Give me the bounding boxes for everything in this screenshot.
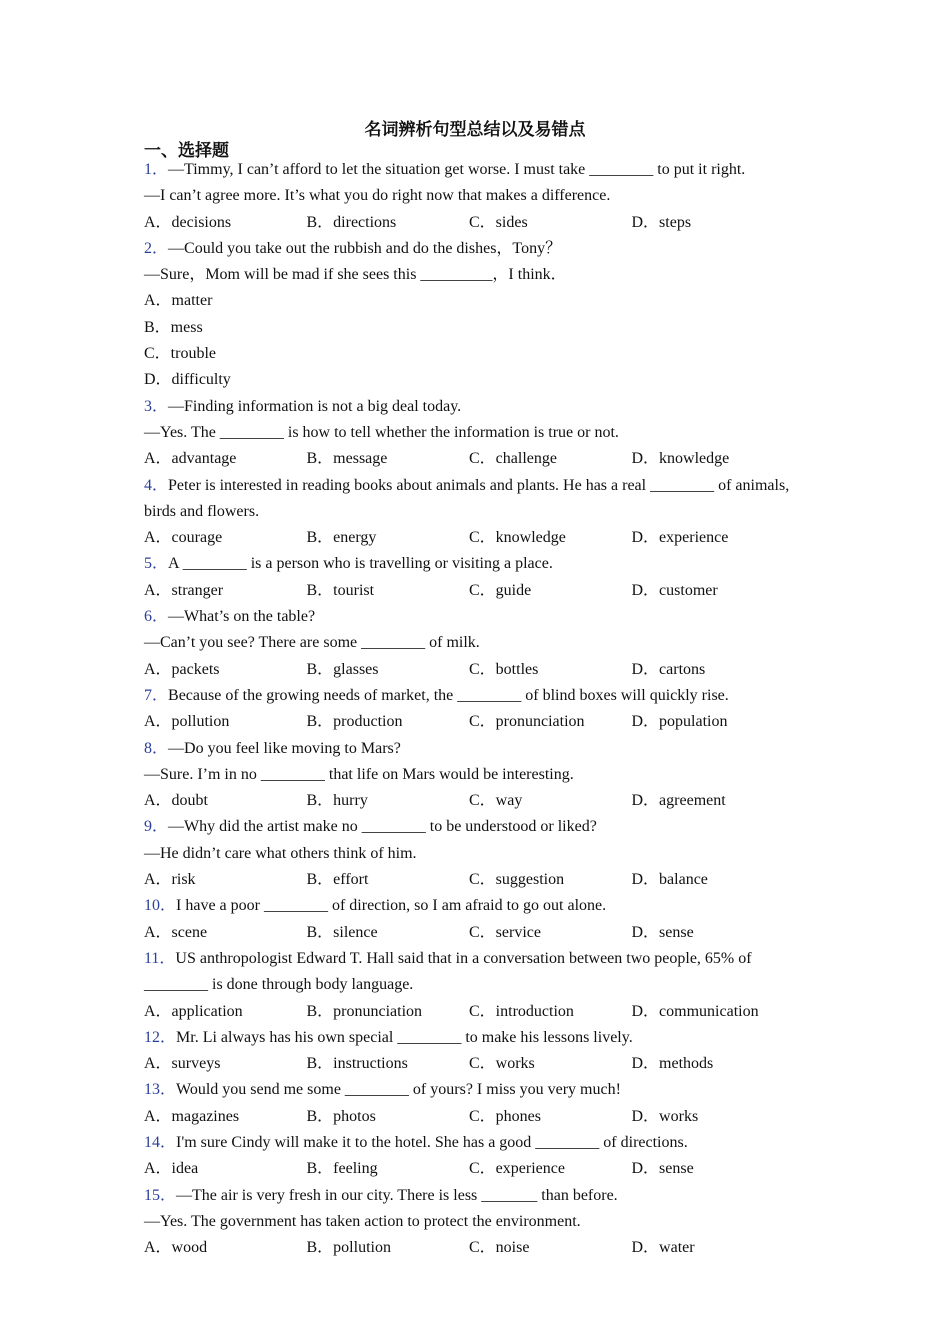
question-item <box>144 157 794 236</box>
answer-option-c[interactable]: C．sides <box>469 213 528 231</box>
question-text: Because of the growing needs of market, the ________ of blind boxes will quickly rise. <box>168 686 729 704</box>
answer-option-a[interactable]: A．pollution <box>144 713 230 731</box>
answer-option-a[interactable]: A．idea <box>144 1160 199 1178</box>
answer-option-a[interactable]: A．advantage <box>144 450 237 468</box>
question-item <box>144 394 794 473</box>
answer-option-a[interactable]: A．doubt <box>144 792 209 810</box>
answer-option-a[interactable]: A．stranger <box>144 581 224 599</box>
answer-option-b[interactable]: B．tourist <box>306 581 375 599</box>
question-text: —Yes. The ________ is how to tell whether the information is true or not. <box>144 423 619 441</box>
question-text: —Timmy, I can’t afford to let the situation get worse. I must take ________ to put it right. <box>168 161 746 178</box>
answer-option-d[interactable]: D．sense <box>631 923 694 941</box>
answer-option-c[interactable]: C．trouble <box>144 345 216 363</box>
answer-option-b[interactable]: B．pollution <box>306 1239 391 1257</box>
question-number: 14． <box>144 1133 177 1151</box>
answer-options <box>144 525 794 551</box>
question-number: 11． <box>144 949 176 967</box>
answer-option-b[interactable]: B．hurry <box>306 792 368 810</box>
question-stem <box>144 1130 794 1156</box>
answer-options <box>144 1104 794 1130</box>
question-line <box>144 420 794 446</box>
question-stem <box>144 473 794 526</box>
question-number: 12． <box>144 1028 177 1046</box>
question-text: —Sure. I’m in no ________ that life on Mars would be interesting. <box>144 765 574 783</box>
question-number: 3． <box>144 397 169 415</box>
document-title: 名词辨析句型总结以及易错点 <box>364 120 586 140</box>
answer-options <box>144 578 794 604</box>
question-text: —Could you take out the rubbish and do the dishes，Tony？ <box>168 239 562 257</box>
answer-option-b[interactable]: B．message <box>306 450 388 468</box>
answer-option-c[interactable]: C．pronunciation <box>469 713 585 731</box>
question-text: I'm sure Cindy will make it to the hotel. She has a good ________ of directions. <box>176 1133 688 1151</box>
answer-option-d[interactable]: D．methods <box>631 1055 714 1073</box>
answer-option-d[interactable]: D．water <box>631 1239 695 1257</box>
answer-option-d[interactable]: D．steps <box>631 213 692 231</box>
answer-option-d[interactable]: D．cartons <box>631 660 706 678</box>
question-text: —Can’t you see? There are some ________ of milk. <box>144 634 480 652</box>
answer-option-b[interactable]: B．effort <box>306 871 369 889</box>
answer-option-b[interactable]: B．energy <box>306 529 377 547</box>
question-item <box>144 683 794 736</box>
answer-option-d[interactable]: D．sense <box>631 1160 694 1178</box>
answer-option-b[interactable]: B．directions <box>306 213 397 231</box>
answer-option-c[interactable]: C．works <box>469 1055 535 1073</box>
answer-option-a[interactable]: A．matter <box>144 292 213 310</box>
question-number: 1． <box>144 161 169 178</box>
question-item <box>144 473 794 552</box>
question-item <box>144 604 794 683</box>
question-number: 4． <box>144 476 169 494</box>
answer-option-d[interactable]: D．communication <box>631 1002 759 1020</box>
answer-option-b[interactable]: B．feeling <box>306 1160 378 1178</box>
question-item <box>144 1025 794 1078</box>
section-heading: 一、选择题 <box>144 141 229 161</box>
question-text: Peter is interested in reading books about animals and plants. He has a real ________ of animals, birds and flowers. <box>144 476 790 520</box>
question-stem <box>144 1077 794 1103</box>
question-stem <box>144 604 794 630</box>
answer-option-b[interactable]: B．production <box>306 713 403 731</box>
question-stem <box>144 893 794 919</box>
question-stem <box>144 946 794 999</box>
answer-options <box>144 1156 794 1182</box>
answer-option-b[interactable]: B．instructions <box>306 1055 408 1073</box>
question-stem <box>144 157 794 183</box>
answer-option-a[interactable]: A．scene <box>144 923 208 941</box>
question-stem <box>144 551 794 577</box>
answer-options <box>144 210 794 236</box>
question-line <box>144 1209 794 1235</box>
answer-option-a[interactable]: A．decisions <box>144 213 232 231</box>
question-item <box>144 1077 794 1130</box>
question-stem <box>144 1025 794 1051</box>
answer-option-c[interactable]: C．knowledge <box>469 529 566 547</box>
answer-option-a[interactable]: A．wood <box>144 1239 208 1257</box>
question-item <box>144 946 794 1025</box>
question-item <box>144 551 794 604</box>
answer-option-c[interactable]: C．suggestion <box>469 871 565 889</box>
question-item <box>144 236 794 394</box>
answer-option-a[interactable]: A．courage <box>144 529 223 547</box>
question-text: —Finding information is not a big deal today. <box>168 397 462 415</box>
question-list <box>144 157 794 1261</box>
question-number: 2． <box>144 239 169 257</box>
question-number: 13． <box>144 1081 177 1099</box>
question-item <box>144 736 794 815</box>
answer-options <box>144 788 794 814</box>
question-text: —The air is very fresh in our city. There is less _______ than before. <box>176 1186 618 1204</box>
answer-options <box>144 1235 794 1261</box>
answer-option-d[interactable]: D．agreement <box>631 792 726 810</box>
answer-options <box>144 657 794 683</box>
answer-options <box>144 709 794 735</box>
question-line <box>144 183 794 209</box>
answer-option-d[interactable]: D．balance <box>631 871 708 889</box>
question-number: 5． <box>144 555 169 573</box>
question-line <box>144 762 794 788</box>
question-text: —What’s on the table? <box>168 608 316 626</box>
answer-option-a[interactable]: A．packets <box>144 660 220 678</box>
answer-option-b[interactable]: B．silence <box>306 923 378 941</box>
answer-options <box>144 999 794 1025</box>
answer-option-c[interactable]: C．experience <box>469 1160 565 1178</box>
question-stem <box>144 394 794 420</box>
question-number: 6． <box>144 608 169 626</box>
question-stem <box>144 736 794 762</box>
question-text: —Yes. The government has taken action to protect the environment. <box>144 1212 581 1230</box>
question-stem <box>144 236 794 262</box>
question-item <box>144 814 794 893</box>
answer-option-c[interactable]: C．guide <box>469 581 532 599</box>
question-text: A ________ is a person who is travelling or visiting a place. <box>168 555 553 573</box>
answer-option-a[interactable]: A．surveys <box>144 1055 221 1073</box>
question-item <box>144 1130 794 1183</box>
answer-option-d[interactable]: D．customer <box>631 581 718 599</box>
question-text: Would you send me some ________ of yours? I miss you very much! <box>176 1081 621 1099</box>
answer-options <box>144 920 794 946</box>
question-number: 15． <box>144 1186 177 1204</box>
question-number: 9． <box>144 818 169 836</box>
question-line <box>144 262 794 288</box>
question-stem <box>144 1183 794 1209</box>
answer-option-b[interactable]: B．glasses <box>306 660 379 678</box>
answer-option-a[interactable]: A．magazines <box>144 1107 240 1125</box>
answer-option-c[interactable]: C．bottles <box>469 660 539 678</box>
answer-option-d[interactable]: D．experience <box>631 529 729 547</box>
answer-option-d[interactable]: D．population <box>631 713 728 731</box>
answer-options <box>144 288 794 393</box>
question-text: Mr. Li always has his own special ________ to make his lessons lively. <box>176 1028 633 1046</box>
question-number: 7． <box>144 686 169 704</box>
answer-option-c[interactable]: C．introduction <box>469 1002 574 1020</box>
answer-option-b[interactable]: B．photos <box>306 1107 376 1125</box>
question-text: —Sure，Mom will be mad if she sees this _________，I think． <box>144 266 567 284</box>
question-line <box>144 841 794 867</box>
question-text: US anthropologist Edward T. Hall said that in a conversation between two people, 65% of ________ is done through body language. <box>144 949 752 994</box>
answer-option-d[interactable]: D．knowledge <box>631 450 730 468</box>
answer-options <box>144 867 794 893</box>
answer-options <box>144 446 794 472</box>
answer-option-b[interactable]: B．pronunciation <box>306 1002 423 1020</box>
answer-option-c[interactable]: C．noise <box>469 1239 530 1257</box>
answer-option-c[interactable]: C．service <box>469 923 541 941</box>
answer-option-c[interactable]: C．way <box>469 792 523 810</box>
question-text: —Why did the artist make no ________ to be understood or liked? <box>168 818 597 836</box>
question-item <box>144 1183 794 1262</box>
question-stem <box>144 683 794 709</box>
answer-option-d[interactable]: D．works <box>631 1107 699 1125</box>
answer-option-d[interactable]: D．difficulty <box>144 371 231 389</box>
question-text: I have a poor ________ of direction, so I am afraid to go out alone. <box>176 897 607 915</box>
answer-option-c[interactable]: C．phones <box>469 1107 542 1125</box>
question-number: 8． <box>144 739 169 757</box>
question-line <box>144 630 794 656</box>
answer-option-c[interactable]: C．challenge <box>469 450 557 468</box>
question-text: —He didn’t care what others think of him. <box>144 844 417 862</box>
question-number: 10． <box>144 897 177 915</box>
answer-options <box>144 1051 794 1077</box>
question-stem <box>144 814 794 840</box>
question-text: —I can’t agree more. It’s what you do right now that makes a difference. <box>144 187 611 205</box>
answer-option-a[interactable]: A．risk <box>144 871 196 889</box>
question-item <box>144 893 794 946</box>
question-text: —Do you feel like moving to Mars? <box>168 739 401 757</box>
answer-option-a[interactable]: A．application <box>144 1002 243 1020</box>
answer-option-b[interactable]: B．mess <box>144 318 203 336</box>
